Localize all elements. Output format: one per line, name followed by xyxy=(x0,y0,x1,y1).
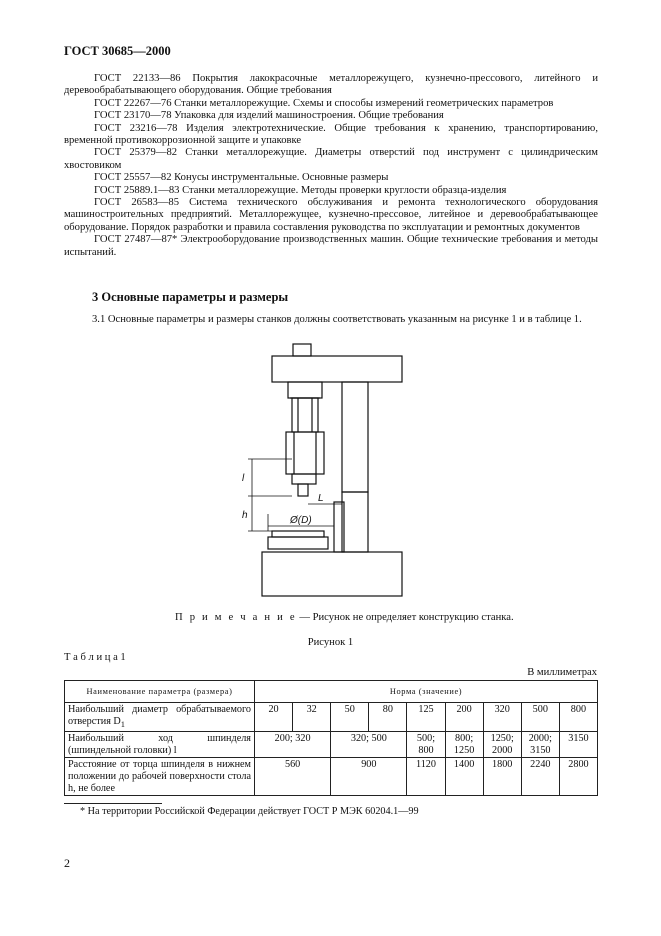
table-cell: 200; 320 xyxy=(255,732,331,758)
table-cell: 20 xyxy=(255,703,293,732)
reference-item: ГОСТ 22267—76 Станки металлорежущие. Схемы и способы измерений геометрических параметров xyxy=(94,97,554,109)
table-cell: 1800 xyxy=(483,758,521,796)
table-cell: 80 xyxy=(369,703,407,732)
figure-caption: Рисунок 1 xyxy=(307,637,354,648)
table-cell: 1400 xyxy=(445,758,483,796)
work-table xyxy=(268,537,328,549)
table-cell: 200 xyxy=(445,703,483,732)
section-paragraph: 3.1 Основные параметры и размеры станков должны соответствовать указанным на рисунке 1 и в таблице 1. xyxy=(92,314,582,325)
section-title: 3 Основные параметры и размеры xyxy=(92,290,289,304)
note-lead: П р и м е ч а н и е xyxy=(175,612,297,623)
table-cell: 560 xyxy=(255,758,331,796)
machine-drawing xyxy=(230,338,430,598)
top-knob xyxy=(293,344,311,356)
table-cell: 800 xyxy=(559,703,597,732)
column xyxy=(342,382,368,492)
table-cell: 900 xyxy=(331,758,407,796)
row-name: Расстояние от торца шпинделя в нижнем положении до рабочей поверхности стола h, не более xyxy=(65,758,255,796)
footnote: * На территории Российской Федерации действует ГОСТ Р МЭК 60204.1—99 xyxy=(80,806,419,817)
figure-note xyxy=(175,612,514,623)
reference-item: ГОСТ 22133—86 Покрытия лакокрасочные металлорежущего, кузнечно-прессового, литейного и деревообрабатывающего оборудования. Общие требования xyxy=(64,73,598,97)
dimension-label-h: h xyxy=(242,510,248,521)
header-value: Норма (значение) xyxy=(255,681,598,703)
table-header-row xyxy=(65,681,598,703)
table-cell: 125 xyxy=(407,703,445,732)
table-cell: 500; 800 xyxy=(407,732,445,758)
table-cell: 32 xyxy=(293,703,331,732)
table-row xyxy=(65,732,598,758)
reference-item: ГОСТ 23170—78 Упаковка для изделий машиностроения. Общие требования xyxy=(94,110,444,122)
reference-item: ГОСТ 25379—82 Станки металлорежущие. Диаметры отверстий под инструмент с цилиндрическим хвостовиком xyxy=(64,147,598,171)
spindle-sleeve xyxy=(292,398,318,432)
table-cell: 50 xyxy=(331,703,369,732)
spindle-head xyxy=(288,382,322,398)
note-text: — Рисунок не определяет конструкцию станка. xyxy=(296,612,514,623)
reference-item: ГОСТ 27487—87* Электрооборудование производственных машин. Общие технические требования и методы испытаний. xyxy=(64,234,598,258)
footnote-rule xyxy=(64,803,162,804)
dimension-label-L: L xyxy=(318,493,324,504)
row-name: Наибольший диаметр обрабатываемого отверстия $D_1$ xyxy=(65,703,255,732)
reference-item: ГОСТ 25557—82 Конусы инструментальные. Основные размеры xyxy=(94,172,389,184)
table-cell: 2240 xyxy=(521,758,559,796)
row-name: Наибольший ход шпинделя (шпиндельной головки) l xyxy=(65,732,255,758)
table-units: В миллиметрах xyxy=(527,667,597,678)
top-arm xyxy=(272,356,402,382)
quill-housing xyxy=(286,432,324,474)
references-list xyxy=(64,73,598,259)
table-cell: 1120 xyxy=(407,758,445,796)
table-cell: 1250; 2000 xyxy=(483,732,521,758)
table-cell: 3150 xyxy=(559,732,597,758)
reference-item: ГОСТ 25889.1—83 Станки металлорежущие. Методы проверки круглости образца-изделия xyxy=(94,184,507,196)
table-caption: Т а б л и ц а 1 xyxy=(64,652,126,663)
table-cell: 320; 500 xyxy=(331,732,407,758)
machine-base xyxy=(262,552,402,596)
dimension-label-d: Ø(D) xyxy=(290,515,312,526)
table-row xyxy=(65,758,598,796)
parameters-table xyxy=(64,680,598,796)
table-cell: 320 xyxy=(483,703,521,732)
table-cell: 800; 1250 xyxy=(445,732,483,758)
dimension-label-l: l xyxy=(242,473,245,484)
reference-item: ГОСТ 23216—78 Изделия электротехнические. Общие требования к хранению, транспортированию, временной противокоррозионной защите и упаковке xyxy=(64,122,598,147)
table-cell: 500 xyxy=(521,703,559,732)
table-row xyxy=(65,703,598,732)
table-cell: 2000; 3150 xyxy=(521,732,559,758)
reference-item: ГОСТ 26583—85 Система технического обслуживания и ремонта технологического оборудования машиностроительных предприятий. Металлорежущее, кузнечно-прессовое, литейное и деревообрабатывающее оборудование. Порядок разработки и правила составления руководства по эксплуатации и ремонтных документов xyxy=(64,197,598,233)
document-header: ГОСТ 30685—2000 xyxy=(64,44,171,58)
page-number: 2 xyxy=(64,856,70,870)
table-cell: 2800 xyxy=(559,758,597,796)
header-name: Наименование параметра (размера) xyxy=(65,681,255,703)
